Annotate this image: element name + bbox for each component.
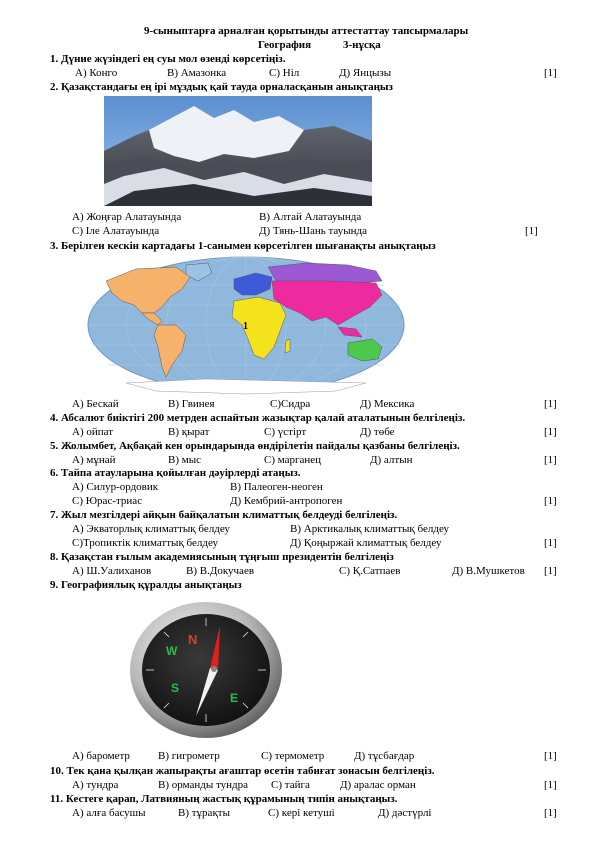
q5-option-b: В) мыс xyxy=(168,454,201,466)
question-5: 5. Жолымбет, Ақбақай кен орындарында өндірілетін пайдалы қазбаны белгілеңіз. xyxy=(50,440,460,452)
variant-label: 3-нұсқа xyxy=(343,39,381,51)
q5-mark: [1] xyxy=(544,454,557,466)
q8-option-a: А) Ш.Уалиханов xyxy=(72,565,152,577)
q8-option-d: Д) В.Мушкетов xyxy=(452,565,525,577)
q9-option-b: В) гигрометр xyxy=(158,750,220,762)
q6-option-c: С) Юрас-триас xyxy=(72,495,143,507)
question-7: 7. Жыл мезгілдері айқын байқалатын климаттық белдеуді белгілеңіз. xyxy=(50,509,398,521)
q4-mark: [1] xyxy=(544,426,557,438)
compass-letter-w: W xyxy=(166,644,178,658)
q11-option-c: С) кері кетуші xyxy=(268,807,335,819)
q8-mark: [1] xyxy=(544,565,557,577)
q7-option-d: Д) Қоңыржай климаттық белдеу xyxy=(290,537,442,549)
q8-option-b: В) В.Докучаев xyxy=(186,565,255,577)
q7-option-a: А) Экваторлық климаттық белдеу xyxy=(72,523,230,535)
q9-option-c: С) термометр xyxy=(261,750,325,762)
q10-option-b: В) орманды тундра xyxy=(158,779,249,791)
q1-option-d: Д) Янцызы xyxy=(339,67,392,79)
q3-mark: [1] xyxy=(544,398,557,410)
question-8: 8. Қазақстан ғылым академиясының тұңғыш президентін белгілеңіз xyxy=(50,551,394,563)
q1-mark: [1] xyxy=(544,67,557,79)
q1-option-c: С) Ніл xyxy=(269,67,300,79)
q2-mark: [1] xyxy=(525,225,538,237)
q3-option-c: С)Сидра xyxy=(270,398,311,410)
q4-option-c: С) үстірт xyxy=(264,426,307,438)
question-9: 9. Географиялық құралды анықтаңыз xyxy=(50,579,242,591)
q2-option-a: А) Жоңғар Алатауында xyxy=(72,211,182,223)
q5-option-d: Д) алтын xyxy=(370,454,413,466)
q3-option-d: Д) Мексика xyxy=(360,398,415,410)
q11-option-a: А) алға басушы xyxy=(72,807,146,819)
q9-mark: [1] xyxy=(544,750,557,762)
q4-option-d: Д) төбе xyxy=(360,426,395,438)
q1-option-b: В) Амазонка xyxy=(167,67,227,79)
q11-option-d: Д) дәстүрлі xyxy=(378,807,432,819)
q6-option-a: А) Силур-ордовик xyxy=(72,481,159,493)
compass-photo xyxy=(126,592,286,742)
question-10: 10. Тек қана қылқан жапырақты ағаштар өсетін табиғат зонасын белгілеңіз. xyxy=(50,765,435,777)
question-2: 2. Қазақстандағы ең ірі мұздық қай тауда орналасқанын анықтаңыз xyxy=(50,81,393,93)
question-4: 4. Абсалют биіктігі 200 метрден аспайтын жазықтар қалай аталатынын белгілеңіз. xyxy=(50,412,466,424)
world-map xyxy=(86,255,406,395)
q2-option-c: С) Іле Алатауында xyxy=(72,225,160,237)
compass-letter-e: E xyxy=(230,691,239,705)
q11-mark: [1] xyxy=(544,807,557,819)
q10-option-a: А) тундра xyxy=(72,779,119,791)
q5-option-c: С) марганец xyxy=(264,454,322,466)
subject-label: География xyxy=(258,39,312,51)
q10-option-c: С) тайга xyxy=(271,779,310,791)
question-6: 6. Тайпа атауларына қойылған дәуірлерді атаңыз. xyxy=(50,467,301,479)
q9-option-d: Д) тұсбағдар xyxy=(354,750,415,762)
compass-letter-s: S xyxy=(171,681,180,695)
q2-option-d: Д) Тянь-Шань тауында xyxy=(259,225,367,237)
q6-mark: [1] xyxy=(544,495,557,507)
q9-option-a: А) барометр xyxy=(72,750,130,762)
q10-mark: [1] xyxy=(544,779,557,791)
map-marker-label: 1 xyxy=(243,321,248,332)
question-3: 3. Берілген кескін картадағы 1-санымен көрсетілген шығанақты анықтаңыз xyxy=(50,240,436,252)
q6-option-d: Д) Кембрий-антропоген xyxy=(230,495,343,507)
q11-option-b: В) тұрақты xyxy=(178,807,230,819)
q6-option-b: В) Палеоген-неоген xyxy=(230,481,323,493)
question-1: 1. Дүние жүзіндегі ең суы мол өзенді көрсетіңіз. xyxy=(50,53,286,65)
q8-option-c: С) Қ.Сатпаев xyxy=(339,565,401,577)
q4-option-a: А) ойпат xyxy=(72,426,114,438)
q7-option-c: С)Тропиктік климаттық белдеу xyxy=(72,537,219,549)
q3-option-b: В) Гвинея xyxy=(168,398,215,410)
q1-option-a: А) Конго xyxy=(75,67,118,79)
mountain-photo xyxy=(104,96,372,206)
question-11: 11. Кестеге қарап, Латвияның жастық құрамының типін анықтаңыз. xyxy=(50,793,398,805)
q5-option-a: А) мұнай xyxy=(72,454,116,466)
q7-mark: [1] xyxy=(544,537,557,549)
header-title: 9-сыныптарға арналған қорытынды аттестаттау тапсырмалары xyxy=(144,25,469,37)
q3-option-a: А) Бескай xyxy=(72,398,119,410)
compass-letter-n: N xyxy=(188,632,198,647)
q7-option-b: В) Арктикалық климаттық белдеу xyxy=(290,523,450,535)
q4-option-b: В) қырат xyxy=(168,426,210,438)
q2-option-b: В) Алтай Алатауында xyxy=(259,211,362,223)
q10-option-d: Д) аралас орман xyxy=(340,779,416,791)
